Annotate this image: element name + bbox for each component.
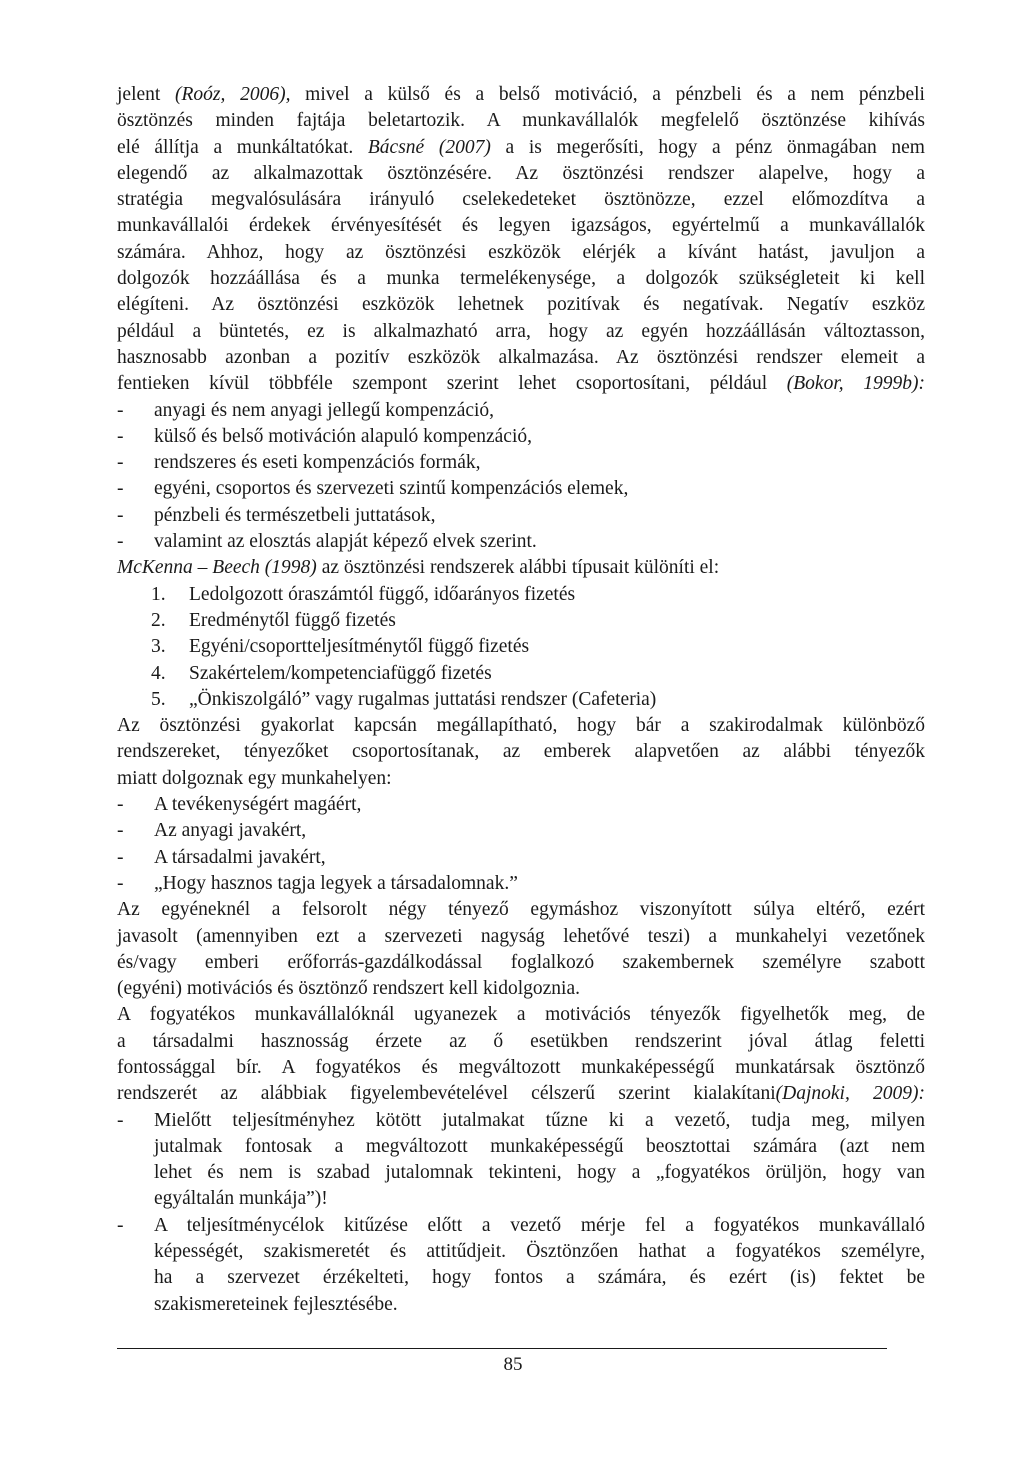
text-span: külső és belső motiváción alapuló kompenzáció, [154,425,532,447]
text-span: „Hogy hasznos tagja legyek a társadalomnak.” [154,872,518,894]
text-span: jutalmak fontosak a megváltozott munkaképességű beosztottai számára (azt nem [154,1135,925,1157]
text-line [117,135,925,161]
text-line [117,345,925,371]
text-span: a társadalmi hasznosság érzete az ő esetükben rendszerint jóval átlag feletti [117,1030,925,1052]
bullet-item-line [117,503,925,529]
text-span: lehet és nem is szabad jutalomnak tekinteni, hogy a „fogyatékos örüljön, hogy van [154,1162,925,1184]
text-span: és/vagy emberi erőforrás-gazdálkodással foglalkozó szakembernek személyre szabott [117,951,925,973]
bullet-item-line [117,1213,925,1239]
text-span: rendszereket, tényezőket csoportosítanak, az emberek alapvetően az alábbi tényezők [117,741,925,763]
text-line [117,976,925,1002]
text-span: valamint az elosztás alapját képező elvek szerint. [154,531,537,553]
text-line [117,713,925,739]
text-line [117,187,925,213]
text-span: pénzbeli és természetbeli juttatások, [154,504,436,526]
bullet-item-line [117,792,925,818]
numbered-item-line [117,608,925,634]
list-number: 1. [151,583,166,605]
numbered-item-line [117,661,925,687]
bullet-dash: - [117,478,124,500]
text-span: Eredménytől függő fizetés [189,609,396,631]
text-span: jelent [117,84,176,105]
citation-text: Bácsné (2007) [367,136,491,158]
text-line [117,1265,925,1291]
text-line [117,1239,925,1265]
bullet-item-line [117,1108,925,1134]
text-span: ösztönzés minden fajtája beletartozik. A munkavállalók megfelelő ösztönzése kihívás [117,110,925,132]
footer-rule [117,1348,887,1349]
page-number: 85 [503,1354,523,1375]
text-line [117,213,925,239]
text-line [117,1186,925,1212]
text-span: fontossággal bír. A fogyatékos és megváltozott munkaképességű munkatársak ösztönző [117,1056,925,1078]
numbered-item-line [117,582,925,608]
bullet-dash: - [117,846,124,868]
citation-text: McKenna – Beech (1998) [117,557,317,579]
text-span: munkavállalói érdekek érvényesítését és legyen igazságos, egyértelmű a munkavállalók [117,215,925,237]
text-span: Az ösztönzési gyakorlat kapcsán megállapítható, hogy bár a szakirodalmak különböző [117,715,925,737]
text-line [117,82,925,108]
text-line [117,950,925,976]
bullet-item-line [117,450,925,476]
text-span: A teljesítménycélok kitűzése előtt a vezető mérje fel a fogyatékos munkavállaló [154,1214,925,1236]
list-number: 2. [151,609,166,631]
bullet-item-line [117,529,925,555]
text-line [117,371,925,397]
text-line [117,292,925,318]
text-span: Egyéni/csoportteljesítménytől függő fizetés [189,636,530,658]
text-line [117,161,925,187]
text-line [117,1134,925,1160]
text-span: „Önkiszolgáló” vagy rugalmas juttatási rendszer (Cafeteria) [189,688,657,710]
text-span: stratégia megvalósulására irányuló cselekedeteket ösztönözze, ezzel előmozdítva a [117,189,925,211]
bullet-dash: - [117,452,124,474]
text-line [117,555,925,581]
text-span: mivel a külső és a belső motiváció, a pénzbeli és a nem pénzbeli [290,84,925,105]
text-span: szakismereteinek fejlesztésébe. [154,1293,398,1315]
text-span: (egyéni) motivációs és ösztönző rendszert kell kidolgoznia. [117,978,580,1000]
bullet-dash: - [117,399,124,421]
bullet-dash: - [117,872,124,894]
text-line [117,924,925,950]
text-span: Mielőtt teljesítményhez kötött jutalmakat tűzne ki a vezető, tudja meg, milyen [154,1109,925,1131]
text-span: dolgozók hozzáállása és a munka termelékenysége, a dolgozók szükségleteit ki kell [117,268,925,290]
text-span: elé állítja a munkáltatókat. [117,136,368,158]
bullet-dash: - [117,1214,124,1236]
numbered-item-line [117,687,925,713]
list-number: 5. [151,688,166,710]
text-span: egyéni, csoportos és szervezeti szintű kompenzációs elemek, [154,478,629,500]
list-number: 4. [151,662,166,684]
bullet-item-line [117,398,925,424]
citation-text: (Dajnoki, 2009): [775,1083,925,1105]
text-span: Az egyéneknél a felsorolt négy tényező egymáshoz viszonyított súlya eltérő, ezért [117,899,925,921]
text-span: fentieken kívül többféle szempont szerint lehet csoportosítani, például [117,373,787,395]
text-span: az ösztönzési rendszerek alábbi típusait különíti el: [316,557,720,579]
text-line [117,739,925,765]
text-line [117,1160,925,1186]
text-span: javasolt (amennyiben ezt a szervezeti nagyság lehetővé teszi) a munkahelyi vezetőnek [117,925,925,947]
text-line [117,1292,925,1318]
text-span: elegendő az alkalmazottak ösztönzésére. Az ösztönzési rendszer alapelve, hogy a [117,162,925,184]
text-line [117,1055,925,1081]
text-span: elégíteni. Az ösztönzési eszközök lehetnek pozitívak és negatívak. Negatív eszköz [117,294,925,316]
text-line [117,1081,925,1107]
text-span: miatt dolgoznak egy munkahelyen: [117,767,392,789]
bullet-dash: - [117,794,124,816]
bullet-dash: - [117,531,124,553]
numbered-item-line [117,634,925,660]
text-span: A fogyatékos munkavállalóknál ugyanezek a motivációs tényezők figyelhetők meg, de [117,1004,925,1026]
text-line [117,1029,925,1055]
text-line [117,897,925,923]
text-span: Az anyagi javakért, [154,820,307,842]
text-line [117,266,925,292]
list-number: 3. [151,636,166,658]
bullet-item-line [117,818,925,844]
bullet-dash: - [117,1109,124,1131]
text-line [117,766,925,792]
text-span: anyagi és nem anyagi jellegű kompenzáció, [154,399,495,421]
text-line [117,240,925,266]
text-span: a is megerősíti, hogy a pénz önmagában nem [490,136,925,158]
bullet-dash: - [117,820,124,842]
text-span: A társadalmi javakért, [154,846,326,868]
bullet-item-line [117,424,925,450]
text-span: A tevékenységért magáért, [154,794,362,816]
text-line [117,108,925,134]
citation-text: (Roóz, 2006), [175,84,291,105]
text-span: rendszeres és eseti kompenzációs formák, [154,452,481,474]
text-line [117,319,925,345]
bullet-item-line [117,476,925,502]
bullet-item-line [117,871,925,897]
text-span: ha a szervezet érzékelteti, hogy fontos a számára, és ezért (is) fektet be [154,1267,925,1289]
citation-text: (Bokor, 1999b): [786,373,925,395]
bullet-dash: - [117,504,124,526]
text-span: számára. Ahhoz, hogy az ösztönzési eszközök elérjék a kívánt hatást, javuljon a [117,241,925,263]
text-span: például a büntetés, ez is alkalmazható arra, hogy az egyén hozzáállásán változtasson, [117,320,925,342]
page-body [117,82,925,1318]
bullet-item-line [117,845,925,871]
text-span: képességét, szakismeretét és attitűdjeit. Ösztönzően hathat a fogyatékos személyre, [154,1241,925,1263]
text-span: egyáltalán munkája”)! [154,1188,328,1210]
bullet-dash: - [117,425,124,447]
text-span: Ledolgozott óraszámtól függő, időarányos fizetés [189,583,576,605]
text-span: hasznosabb azonban a pozitív eszközök alkalmazása. Az ösztönzési rendszer elemeit a [117,346,925,368]
text-span: Szakértelem/kompetenciafüggő fizetés [189,662,492,684]
text-span: rendszerét az alábbiak figyelembevételével célszerű szerint kialakítani [117,1083,776,1105]
text-line [117,1002,925,1028]
